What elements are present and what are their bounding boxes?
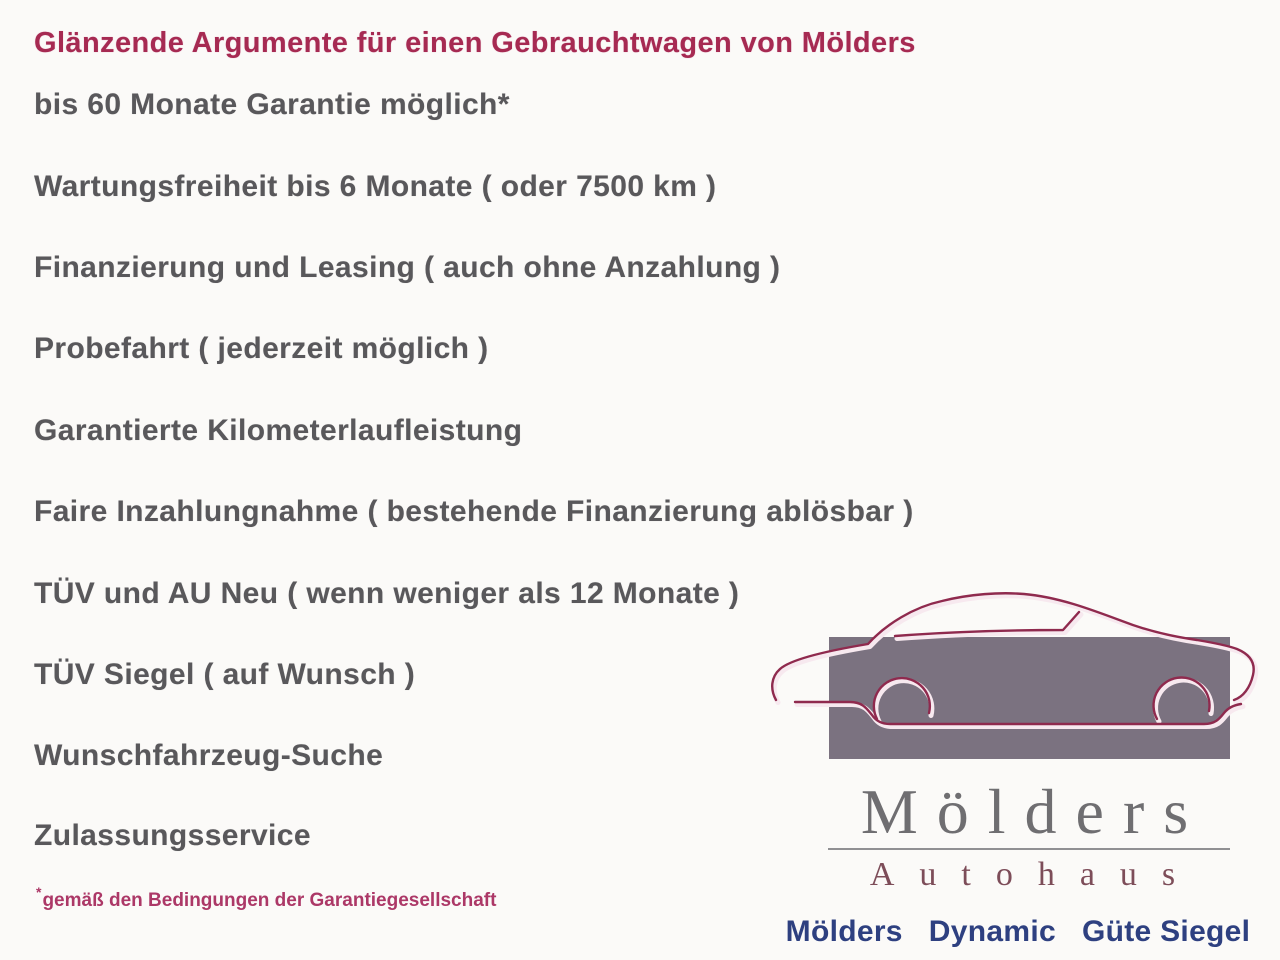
benefit-item: TÜV und AU Neu ( wenn weniger als 12 Monate ) [34, 577, 740, 610]
brand-underline [828, 848, 1230, 850]
footnote-marker: * [36, 884, 42, 900]
benefit-item: Wunschfahrzeug-Suche [34, 739, 384, 772]
brand-division: Autohaus [869, 856, 1201, 893]
brand-name: Mölders [860, 776, 1208, 847]
tagline-word: Güte Siegel [1081, 915, 1251, 948]
footnote [36, 884, 496, 913]
logo-box [829, 637, 1230, 759]
benefit-item: bis 60 Monate Garantie möglich* [34, 88, 510, 121]
benefit-item: Wartungsfreiheit bis 6 Monate ( oder 7500 km ) [34, 170, 717, 203]
dealer-logo [768, 582, 1268, 960]
benefit-item: Garantierte Kilometerlaufleistung [34, 414, 523, 447]
tagline-word: Dynamic [928, 915, 1056, 948]
benefit-item: Faire Inzahlungnahme ( bestehende Finanzierung ablösbar ) [34, 495, 914, 528]
benefit-item: TÜV Siegel ( auf Wunsch ) [34, 658, 416, 691]
footnote-text: gemäß den Bedingungen der Garantiegesellschaft [42, 890, 497, 911]
benefit-item: Zulassungsservice [34, 819, 311, 852]
car-silhouette-icon [768, 582, 1268, 797]
benefit-item: Probefahrt ( jederzeit möglich ) [34, 332, 489, 365]
benefit-item: Finanzierung und Leasing ( auch ohne Anzahlung ) [34, 251, 781, 284]
brand-tagline [778, 915, 1258, 948]
page-title: Glänzende Argumente für einen Gebrauchtwagen von Mölders [34, 27, 916, 59]
tagline-word: Mölders [785, 915, 903, 948]
